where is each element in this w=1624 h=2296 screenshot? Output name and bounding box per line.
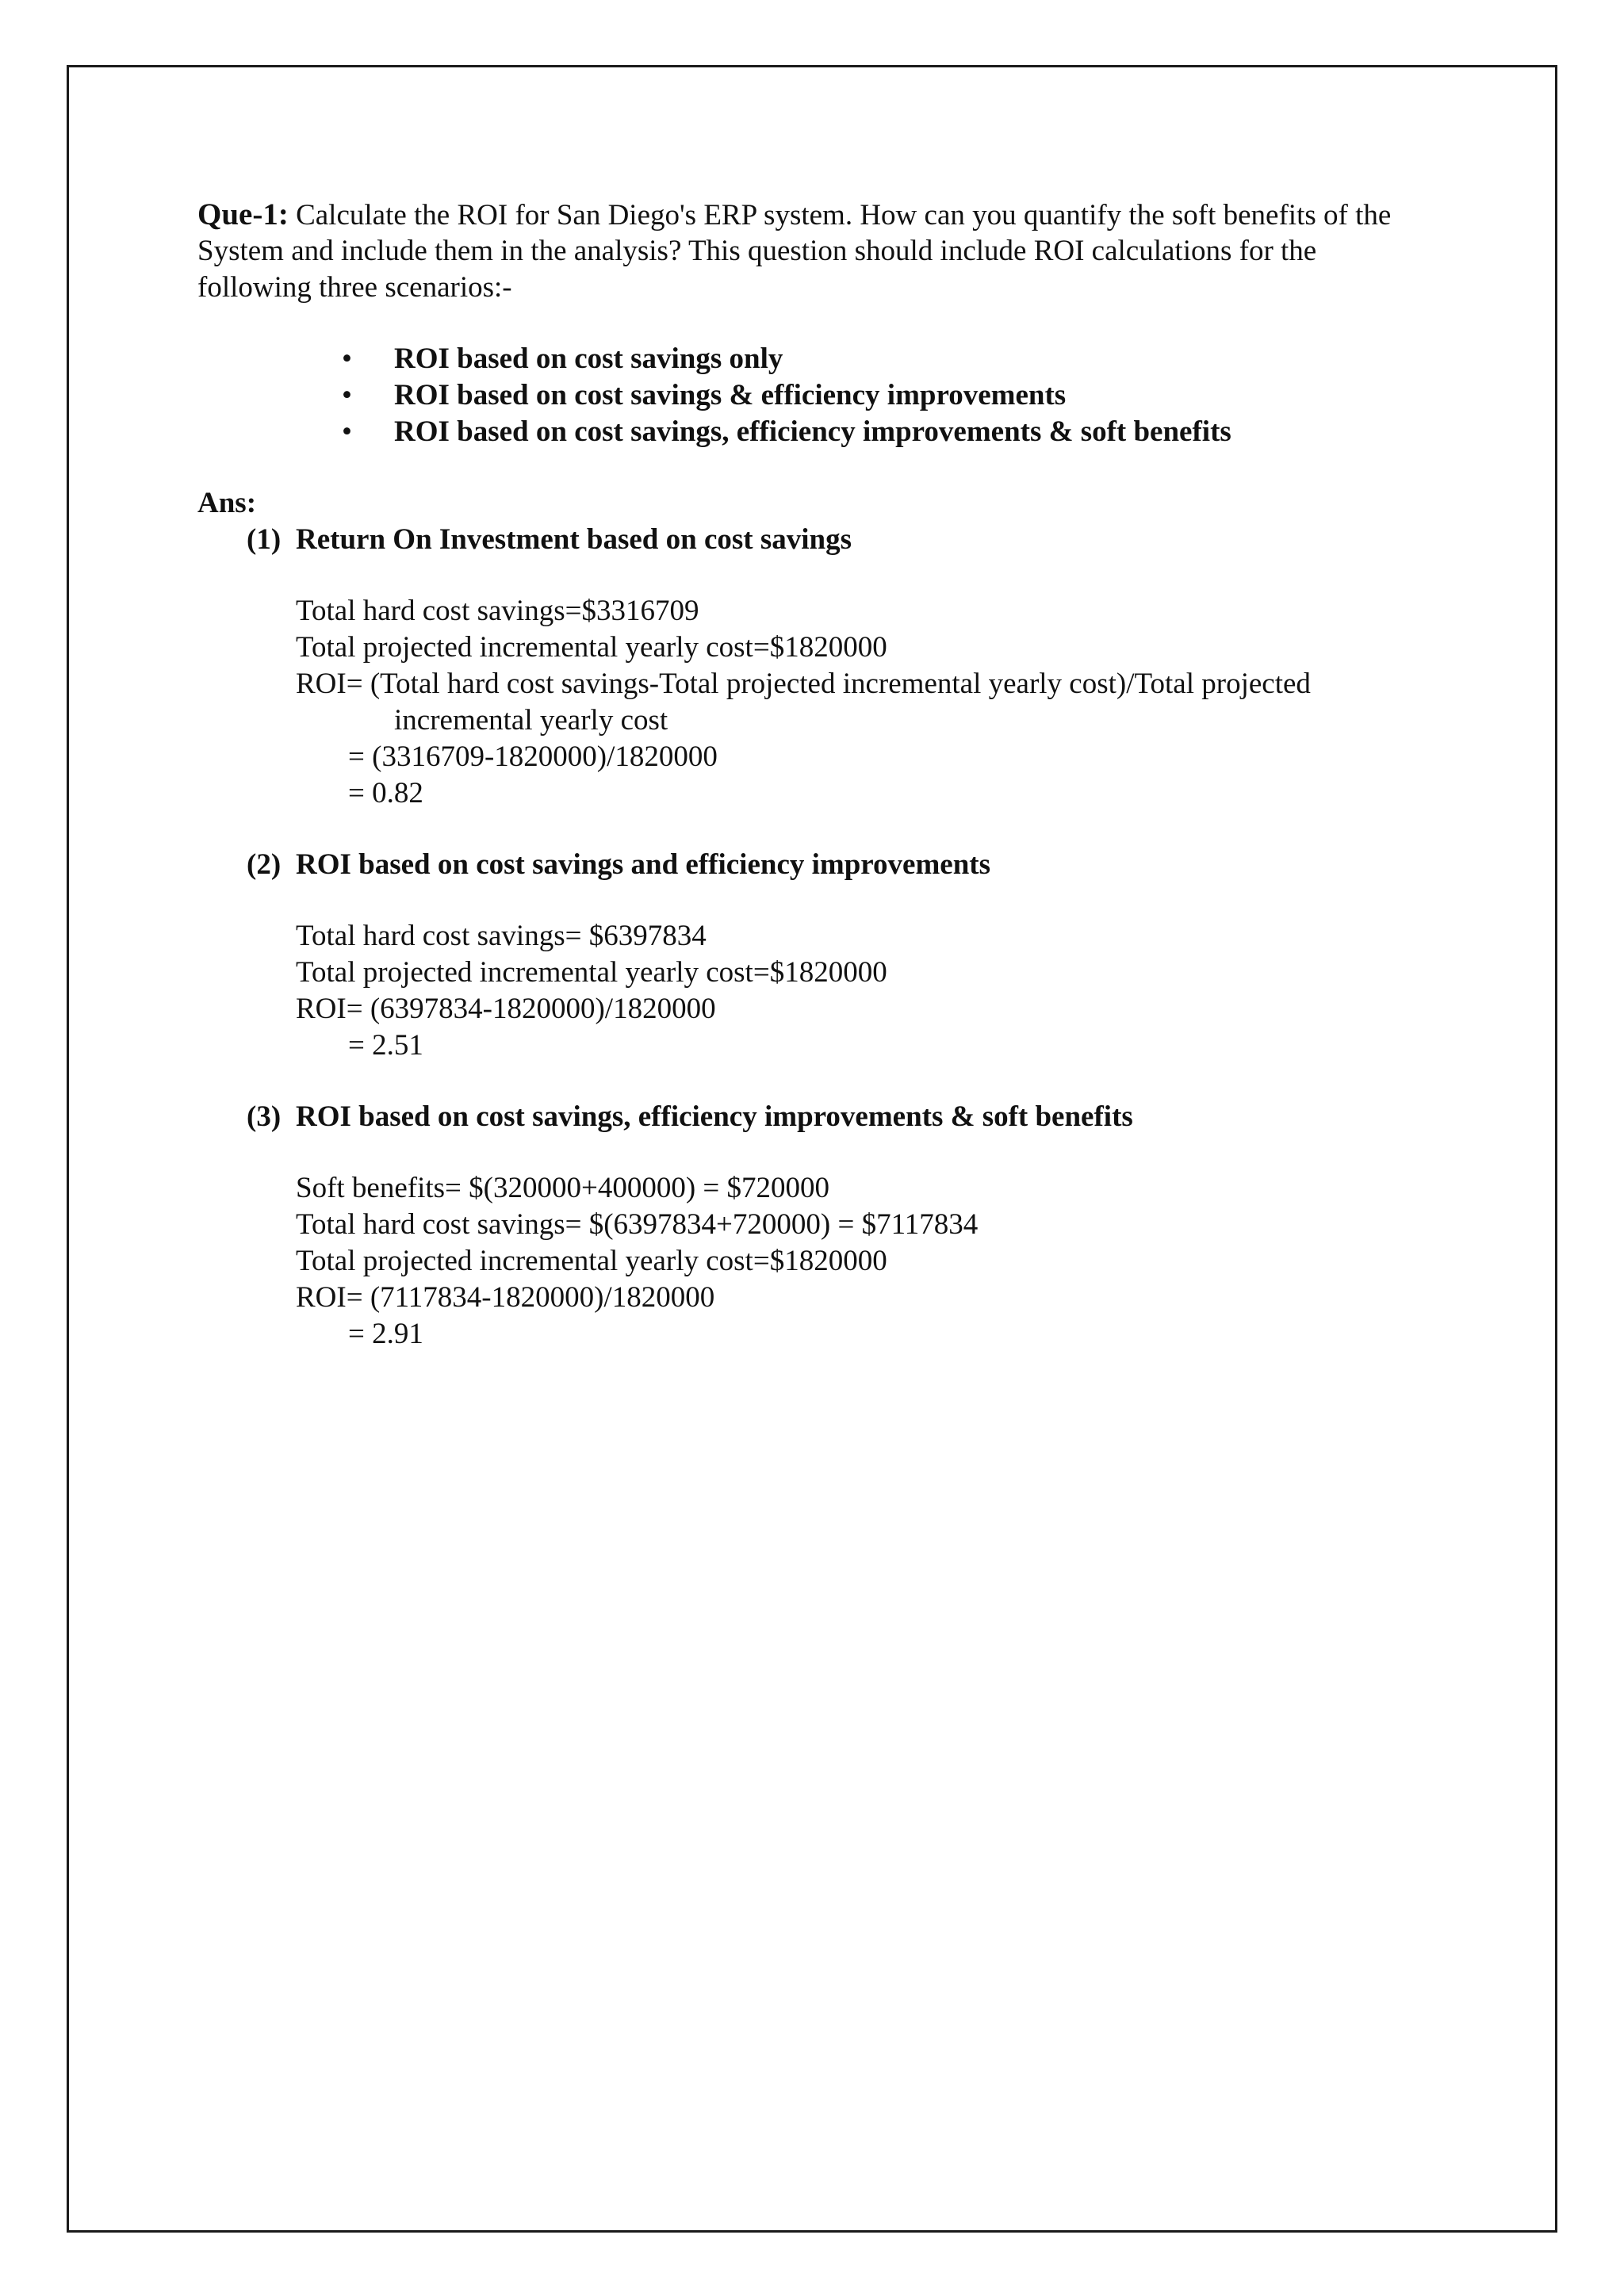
calc-line: ROI= (7117834-1820000)/1820000 [296, 1281, 715, 1314]
answer-section-2 [247, 847, 1450, 1064]
calc-line: ROI= (Total hard cost savings-Total projected incremental yearly cost)/Total projected [296, 668, 1311, 700]
section-title: ROI based on cost savings, efficiency improvements & soft benefits [296, 1100, 1133, 1133]
bullet-icon: • [342, 379, 352, 411]
scenario-item [197, 341, 1450, 377]
scenario-list [197, 341, 1450, 450]
section-number: (2) [247, 848, 282, 881]
bullet-icon: • [342, 415, 352, 448]
section-body [296, 1170, 1450, 1353]
calc-line: Total hard cost savings= $(6397834+720000) = $7117834 [296, 1208, 979, 1241]
section-title: ROI based on cost savings and efficiency improvements [296, 848, 991, 881]
result-line: = 0.82 [348, 777, 423, 809]
calc-line: Total projected incremental yearly cost=$1820000 [296, 631, 887, 664]
section-heading [247, 522, 1450, 558]
document-content [197, 197, 1450, 1353]
calc-line: Total hard cost savings= $6397834 [296, 920, 707, 952]
question-line-3: following three scenarios:- [197, 271, 512, 304]
answer-section-1 [247, 522, 1450, 812]
section-heading [247, 847, 1450, 883]
question-line-2: System and include them in the analysis? This question should include ROI calculations for the [197, 235, 1317, 267]
calc-line: = (3316709-1820000)/1820000 [348, 740, 718, 773]
calc-line: incremental yearly cost [394, 704, 668, 737]
question-label: Que-1: [197, 197, 289, 232]
section-number: (3) [247, 1100, 282, 1133]
section-body [296, 918, 1450, 1064]
section-title: Return On Investment based on cost savings [296, 523, 852, 556]
calc-line: Total projected incremental yearly cost=$1820000 [296, 1245, 887, 1277]
question-text-1: Calculate the ROI for San Diego's ERP system. How can you quantify the soft benefits of the [288, 199, 1392, 232]
section-body [296, 593, 1450, 812]
calc-line: Total projected incremental yearly cost=$1820000 [296, 956, 887, 989]
calc-line: ROI= (6397834-1820000)/1820000 [296, 993, 716, 1025]
scenario-item [197, 414, 1450, 450]
calc-line: Total hard cost savings=$3316709 [296, 595, 699, 627]
calc-line: Soft benefits= $(320000+400000) = $720000 [296, 1172, 830, 1204]
answer-label: Ans: [197, 487, 257, 519]
question-block [197, 197, 1450, 306]
scenario-text: ROI based on cost savings, efficiency improvements & soft benefits [394, 415, 1231, 448]
scenario-item [197, 377, 1450, 414]
result-line: = 2.91 [348, 1318, 423, 1350]
section-heading [247, 1099, 1450, 1135]
result-line: = 2.51 [348, 1029, 423, 1062]
section-number: (1) [247, 523, 282, 556]
question-line-1 [197, 197, 1450, 233]
scenario-text: ROI based on cost savings & efficiency improvements [394, 379, 1067, 411]
scenario-text: ROI based on cost savings only [394, 342, 783, 375]
bullet-icon: • [342, 342, 352, 375]
answer-section-3 [247, 1099, 1450, 1353]
